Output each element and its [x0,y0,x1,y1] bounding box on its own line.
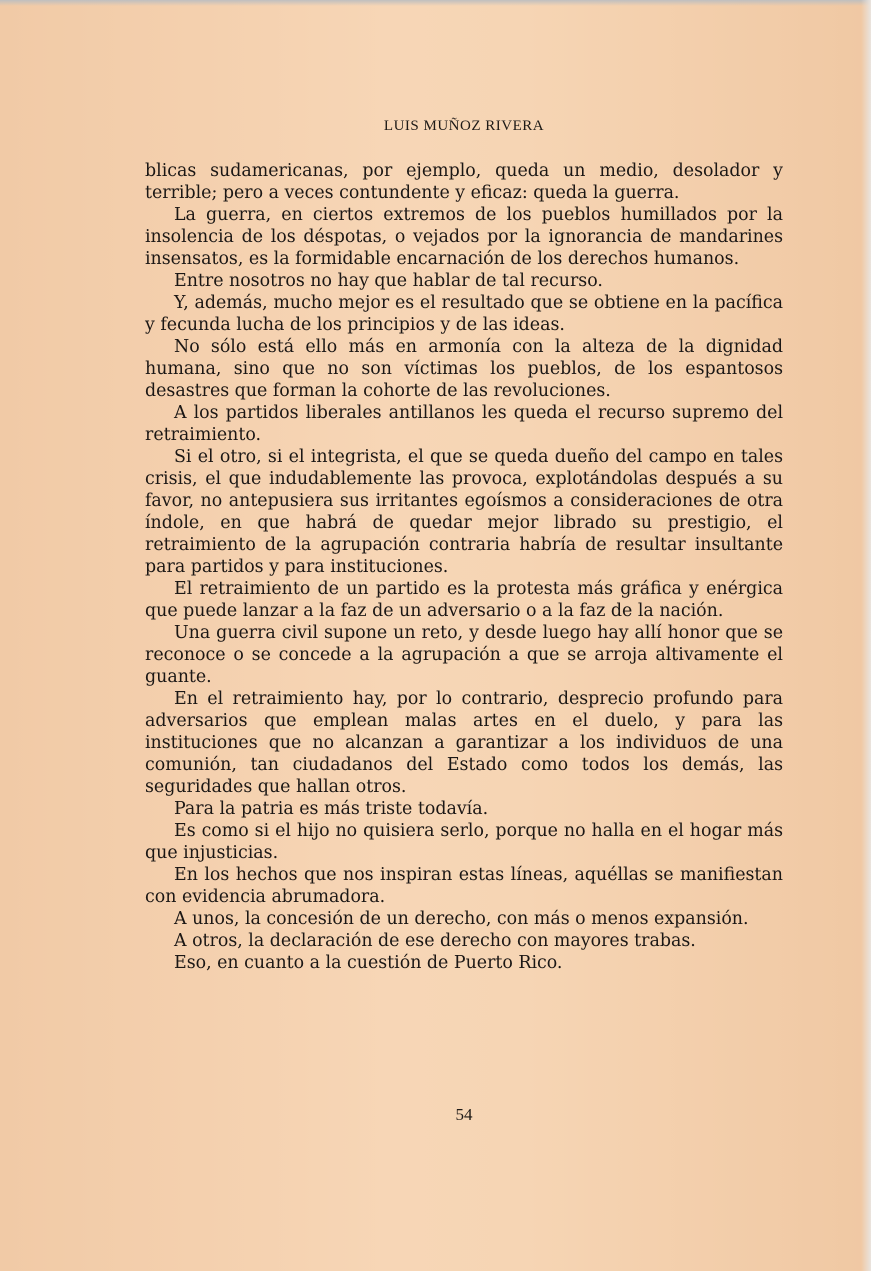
running-head: LUIS MUÑOZ RIVERA [383,118,545,134]
paragraph: En el retraimiento hay, por lo contrario, desprecio profundo para adversarios que emplean malas artes en el duelo, y para las instituciones que no alcanzan a garantizar a los individuos de una comunión, tan ciudadanos del Estado como todos los demás, las seguridades que hallan otros. [145,689,783,797]
paragraph: blicas sudamericanas, por ejemplo, queda un medio, desolador y terrible; pero a veces contundente y eficaz: queda la guerra. [145,161,783,203]
paragraph: A unos, la concesión de un derecho, con más o menos expansión. [174,909,749,929]
paragraph: Para la patria es más triste todavía. [174,799,489,819]
paragraph: No sólo está ello más en armonía con la alteza de la dignidad humana, sino que no son víctimas los pueblos, de los espantosos desastres que forman la cohorte de las revoluciones. [145,337,783,401]
paragraph: En los hechos que nos inspiran estas líneas, aquéllas se manifiestan con evidencia abrumadora. [145,865,783,907]
paragraph: Y, además, mucho mejor es el resultado que se obtiene en la pacífica y fecunda lucha de los principios y de las ideas. [145,293,783,335]
paragraph: Una guerra civil supone un reto, y desde luego hay allí honor que se reconoce o se concede a la agrupación a que se arroja altivamente el guante. [145,623,783,687]
page-number: 54 [455,1105,473,1124]
body-text [145,160,783,974]
paragraph: Entre nosotros no hay que hablar de tal recurso. [174,271,603,291]
paragraph: La guerra, en ciertos extremos de los pueblos humillados por la insolencia de los déspotas, o vejados por la ignorancia de mandarines insensatos, es la formidable encarnación de los derechos humanos. [145,205,783,269]
paragraph: A otros, la declaración de ese derecho con mayores trabas. [174,931,696,951]
paragraph: Si el otro, si el integrista, el que se queda dueño del campo en tales crisis, el que indudablemente las provoca, explotándolas después a su favor, no antepusiera sus irritantes egoísmos a consideraciones de otra índole, en que habrá de quedar mejor librado su prestigio, el retraimiento de la agrupación contraria habría de resultar insultante para partidos y para instituciones. [145,447,783,577]
paragraph: Es como si el hijo no quisiera serlo, porque no halla en el hogar más que injusticias. [145,821,783,863]
paragraph: Eso, en cuanto a la cuestión de Puerto Rico. [174,953,563,973]
paragraph: El retraimiento de un partido es la protesta más gráfica y enérgica que puede lanzar a la faz de un adversario o a la faz de la nación. [145,579,783,621]
paragraph: A los partidos liberales antillanos les queda el recurso supremo del retraimiento. [145,403,783,445]
